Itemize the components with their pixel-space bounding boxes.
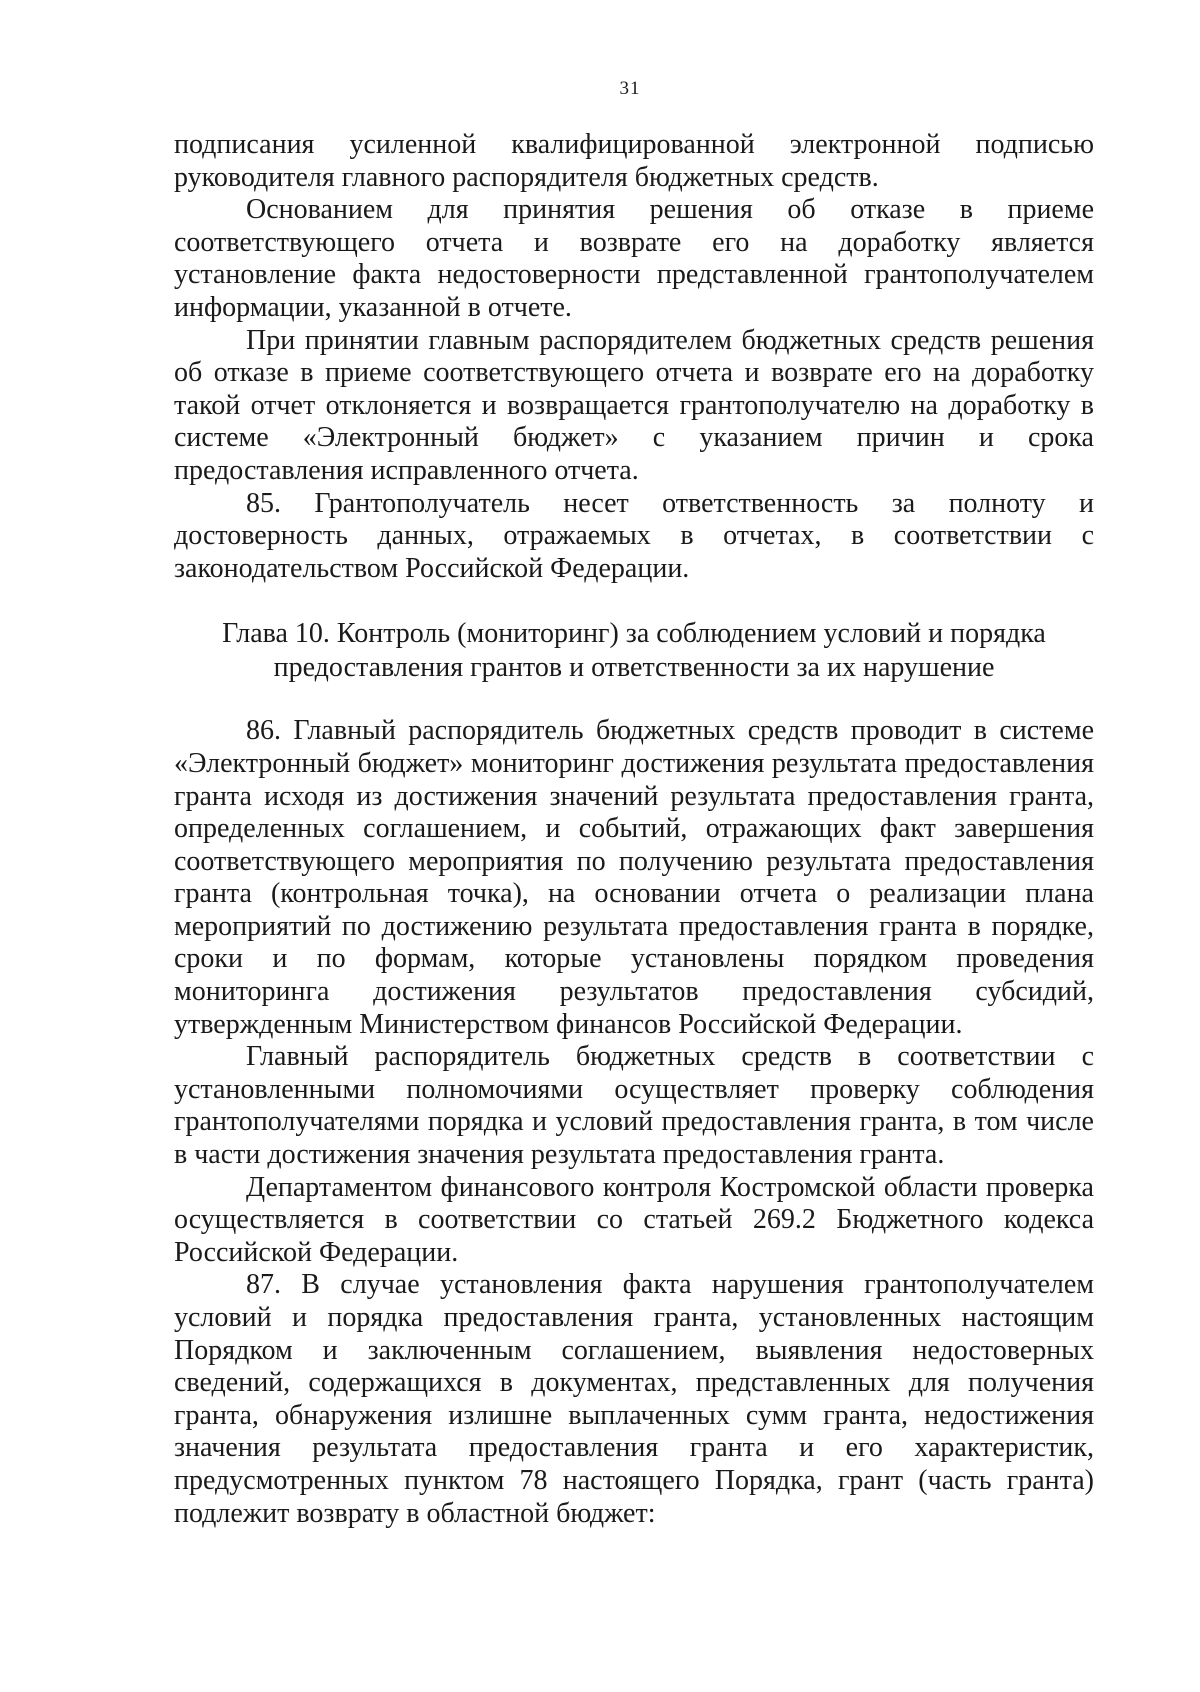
paragraph-refusal-grounds: Основанием для принятия решения об отказе в приеме соответствующего отчета и возврате его на доработку является установление факта недостоверности представленной грантополучателем информации, указанной в отчете. bbox=[174, 194, 1094, 323]
paragraph-87: 87. В случае установления факта нарушения грантополучателем условий и порядка предоставления гранта, установленных настоящим Порядком и заключенным соглашением, выявления недостоверных сведений, содержащихся в документах, представленных для получения гранта, обнаружения излишне выплаченных сумм гранта, недостижения значения результата предоставления гранта и его характеристик, предусмотренных пунктом 78 настоящего Порядка, грант (часть гранта) подлежит возврату в областной бюджет: bbox=[174, 1269, 1094, 1529]
chapter-heading-line-2: предоставления грантов и ответственности за их нарушение bbox=[273, 652, 995, 684]
paragraph-86: 86. Главный распорядитель бюджетных средств проводит в системе «Электронный бюджет» мониторинг достижения результата предоставления гранта исходя из достижения значений результата предоставления гранта, определенных соглашением, и событий, отражающих факт завершения соответствующего мероприятия по получению результата предоставления гранта (контрольная точка), на основании отчета о реализации плана мероприятий по достижению результата предоставления гранта в порядке, сроки и по формам, которые установлены порядком проведения мониторинга достижения результатов предоставления субсидий, утвержденным Министерством финансов Российской Федерации. bbox=[174, 715, 1094, 1040]
paragraph-85: 85. Грантополучатель несет ответственность за полноту и достоверность данных, отражаемых в отчетах, в соответствии с законодательством Российской Федерации. bbox=[174, 487, 1094, 584]
paragraph-department-control: Департаментом финансового контроля Костромской области проверка осуществляется в соответствии со статьей 269.2 Бюджетного кодекса Российской Федерации. bbox=[174, 1171, 1094, 1268]
chapter-heading-line-1: Глава 10. Контроль (мониторинг) за соблюдением условий и порядка bbox=[222, 618, 1046, 650]
document-body bbox=[174, 129, 1094, 1530]
page-number: 31 bbox=[619, 78, 641, 99]
paragraph-continuation: подписания усиленной квалифицированной электронной подписью руководителя главного распорядителя бюджетных средств. bbox=[174, 129, 1094, 193]
chapter-heading bbox=[174, 617, 1094, 685]
paragraph-inspection: Главный распорядитель бюджетных средств в соответствии с установленными полномочиями осуществляет проверку соблюдения грантополучателями порядка и условий предоставления гранта, в том числе в части достижения значения результата предоставления гранта. bbox=[174, 1041, 1094, 1171]
paragraph-report-rejection: При принятии главным распорядителем бюджетных средств решения об отказе в приеме соответствующего отчета и возврате его на доработку такой отчет отклоняется и возвращается грантополучателю на доработку в системе «Электронный бюджет» с указанием причин и срока предоставления исправленного отчета. bbox=[174, 324, 1094, 486]
